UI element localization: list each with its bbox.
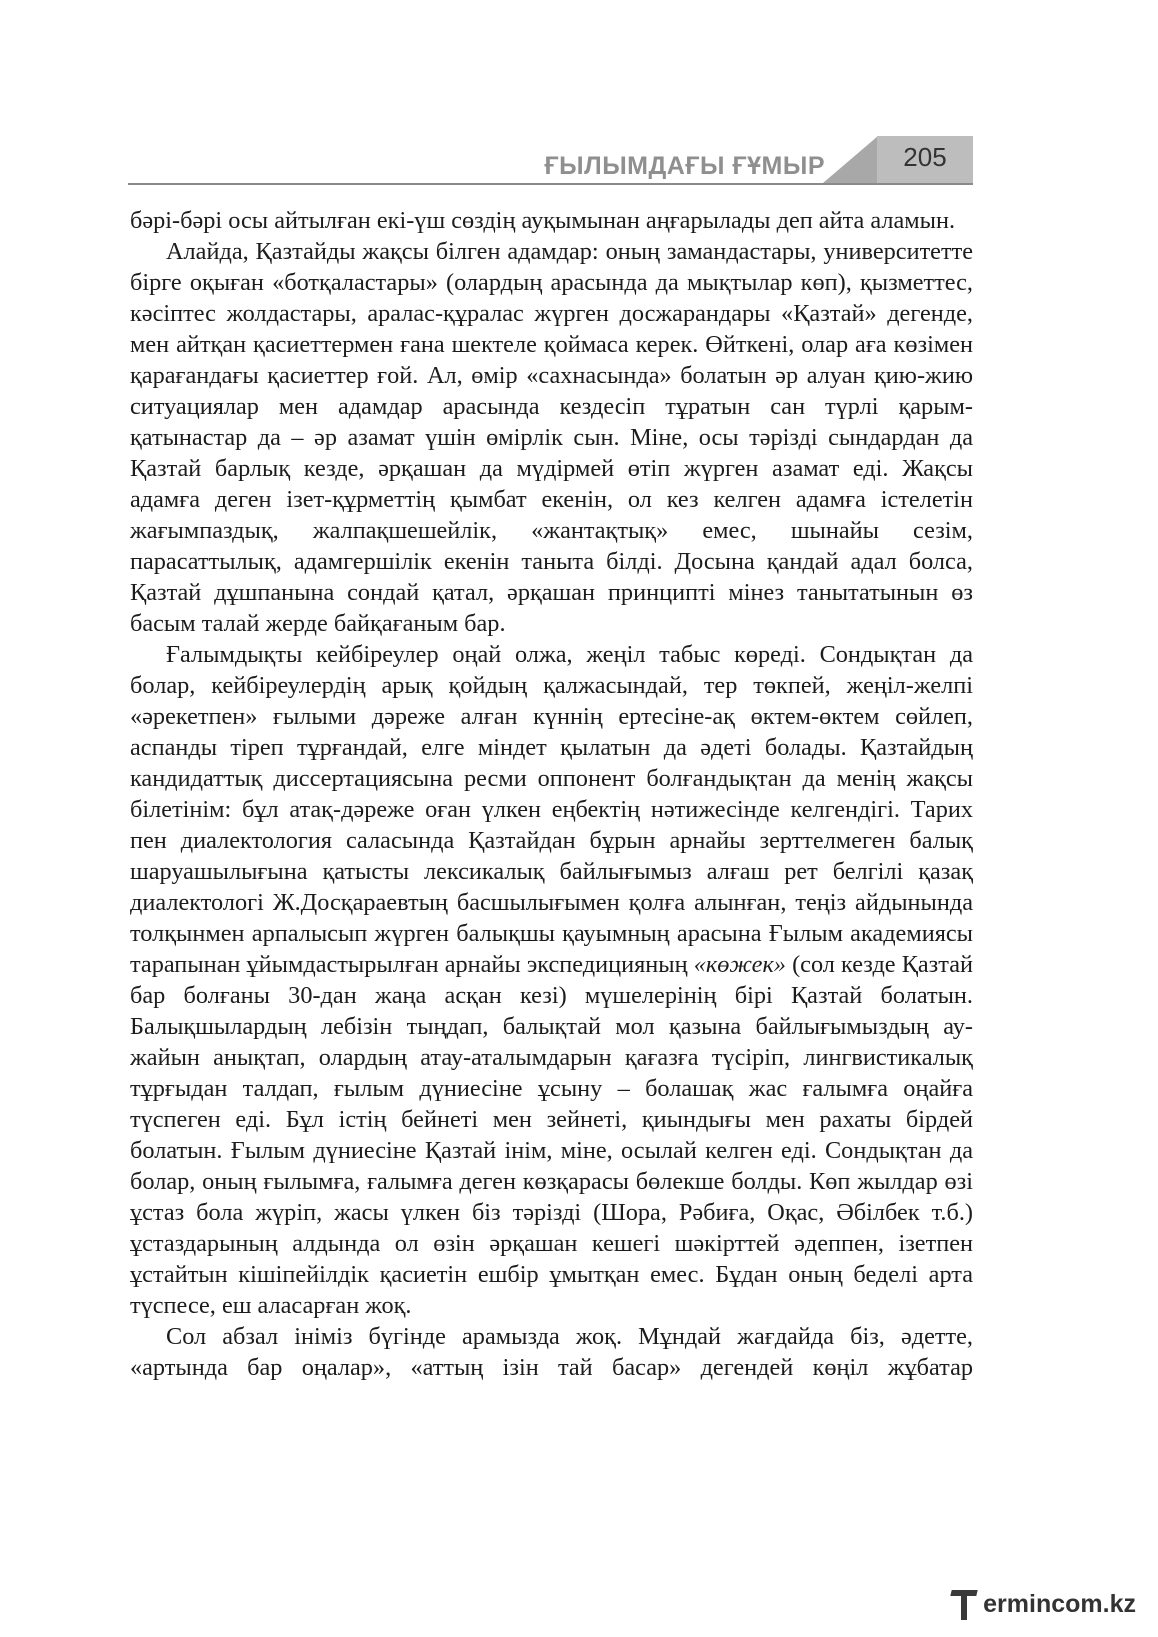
watermark-text: ermincom.kz — [983, 1589, 1136, 1618]
paragraph-1: бәрі-бәрі осы айтылған екі-үш сөздің ауқымынан аңғарылады деп айта аламын. — [130, 207, 956, 234]
header-decor-triangle — [823, 136, 878, 183]
page-number-box — [877, 136, 973, 183]
header-rule — [128, 183, 973, 185]
t-letter-logo-icon — [951, 1584, 981, 1624]
paragraph-3-italic: «көжек» — [693, 951, 786, 978]
page-number: 205 — [903, 142, 947, 172]
body-text — [130, 205, 973, 1383]
running-header — [128, 136, 973, 186]
paragraph-4: Сол абзал ініміз бүгінде арамызда жоқ. Мұндай жағдайда біз, әдетте, «артында бар оңалар», «аттың ізін тай басар» дегендей көңіл жұбатар — [130, 1323, 973, 1381]
watermark — [951, 1584, 1136, 1624]
paragraph-3 — [130, 639, 973, 1321]
paragraph-3-part-2: (сол кезде Қазтай бар болғаны 30-дан жаңа асқан кезі) мүшелерінің бірі Қазтай болатын. Балықшылардың лебізін тыңдап, балықтай мол қазына байлығымыздың ау-жайын анықтап, олардың атау-аталымдарын қағазға түсіріп, лингвистикалық тұрғыдан талдап, ғылым дүниесіне ұсыну – болашақ жас ғалымға оңайға түспеген еді. Бұл істің бейнеті мен зейнеті, қиындығы мен рахаты бірдей болатын. Ғылым дүниесіне Қазтай інім, міне, осылай келген еді. Сондықтан да болар, оның ғылымға, ғалымға деген көзқарасы бөлекше болды. Көп жылдар өзі ұстаз бола жүріп, жасы үлкен біз тәрізді (Шора, Рәбиға, Оқас, Әбілбек т.б.) ұстаздарының алдында ол өзін әрқашан кешегі шәкірттей әдеппен, ізетпен ұстайтын кішіпейілдік қасиетін ешбір ұмытқан емес. Бұдан оның беделі арта түспесе, еш аласарған жоқ. — [130, 951, 973, 1319]
paragraph-3-part-1: Ғалымдықты кейбіреулер оңай олжа, жеңіл табыс көреді. Сондықтан да болар, кейбіреулердің арық қойдың қалжасындай, тер төкпей, жеңіл-желпі «әрекетпен» ғылыми дәреже алған күннің ертесіне-ақ өктем-өктем сөйлеп, аспанды тіреп тұрғандай, елге міндет қылатын да әдеті болады. Қазтайдың кандидаттық диссертациясына ресми оппонент болғандықтан да менің жақсы білетінім: бұл атақ-дәреже оған үлкен еңбектің нәтижесінде келгендігі. Тарих пен диалектология саласында Қазтайдан бұрын арнайы зерттелмеген балық шаруашылығына қатысты лексикалық байлығымыз алғаш рет белгілі қазақ диалектологі Ж.Досқараевтың басшылығымен қолға алынған, теңіз айдынында толқынмен арпалысып жүрген балықшы қауымның арасына Ғылым академиясы тарапынан ұйымдастырылған арнайы экспедицияның — [130, 641, 973, 978]
paragraph-2: Алайда, Қазтайды жақсы білген адамдар: оның замандастары, университетте бірге оқыған «ботқаластары» (олардың арасында да мықтылар көп), қызметтес, кәсіптес жолдастары, аралас-құралас жүрген досжарандары «Қазтай» дегенде, мен айтқан қасиеттермен ғана шектеле қоймаса керек. Өйткені, олар аға көзімен қарағандағы қасиеттер ғой. Ал, өмір «сахнасында» болатын әр алуан қию-жию ситуациялар мен адамдар арасында кездесіп тұратын сан түрлі қарым-қатынастар да – әр азамат үшін өмірлік сын. Міне, осы тәрізді сындардан да Қазтай барлық кезде, әрқашан да мүдірмей өтіп жүрген азамат еді. Жақсы адамға деген ізет-құрметтің қымбат екенін, ол кез келген адамға істелетін жағымпаздық, жалпақшешейлік, «жантақтық» емес, шынайы сезім, парасаттылық, адамгершілік екенін таныта білді. Досына қандай адал болса, Қазтай дұшпанына сондай қатал, әрқашан принципті мінез танытатынын өз басым талай жерде байқағаным бар. — [130, 238, 973, 637]
running-title: ҒЫЛЫМДАҒЫ ҒҰМЫР — [544, 152, 825, 180]
